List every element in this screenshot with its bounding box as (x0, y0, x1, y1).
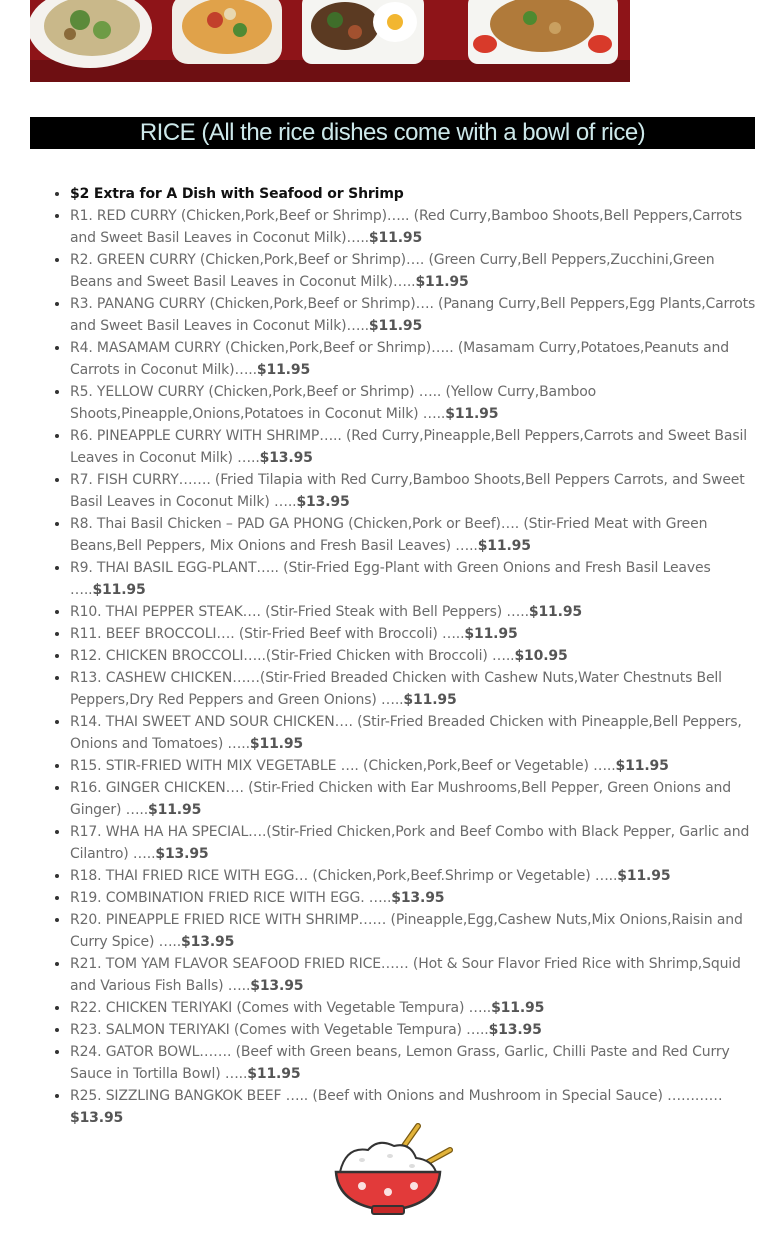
menu-item-price: $11.95 (464, 626, 518, 642)
menu-item-description: R19. COMBINATION FRIED RICE WITH EGG. ….. (70, 890, 392, 906)
menu-item (70, 667, 756, 711)
menu-item (70, 381, 756, 425)
menu-item-price: $13.95 (70, 1110, 124, 1126)
menu-item-description: R4. MASAMAM CURRY (Chicken,Pork,Beef or Shrimp)….. (Masamam Curry,Potatoes,Peanuts and Carrots in Coconut Milk)….. (70, 340, 729, 378)
menu-item-description: R22. CHICKEN TERIYAKI (Comes with Vegetable Tempura) ….. (70, 1000, 492, 1016)
menu-item-description: R12. CHICKEN BROCCOLI…..(Stir-Fried Chicken with Broccoli) ….. (70, 648, 515, 664)
menu-item (70, 1041, 756, 1085)
extra-charge-note: • $2 Extra for A Dish with Seafood or Shrimp (70, 183, 756, 205)
menu-item (70, 513, 756, 557)
rice-bowl-chopsticks-icon (332, 1120, 454, 1220)
menu-item-price: $11.95 (415, 274, 469, 290)
thai-dishes-photo-icon (30, 0, 630, 82)
menu-item-price: $10.95 (514, 648, 568, 664)
menu-item-description: R10. THAI PEPPER STEAK…. (Stir-Fried Steak with Bell Peppers) ….. (70, 604, 529, 620)
menu-item-price: $11.95 (256, 362, 311, 378)
menu-item (70, 205, 756, 249)
menu-item-description: R7. FISH CURRY……. (Fried Tilapia with Red Curry,Bamboo Shoots,Bell Peppers Carrots, and Sweet Basil Leaves in Coconut Milk) ….. (70, 472, 745, 510)
menu-item (70, 777, 756, 821)
menu-item-price: $11.95 (445, 406, 499, 422)
menu-item-price: $13.95 (296, 494, 350, 510)
menu-item-price: $11.95 (403, 692, 457, 708)
menu-item-description: R23. SALMON TERIYAKI (Comes with Vegetable Tempura) ….. (70, 1022, 489, 1038)
section-heading: RICE (All the rice dishes come with a bowl of rice) (30, 117, 755, 149)
menu-item (70, 645, 756, 667)
menu-item-price: $11.95 (368, 230, 423, 246)
menu-item-price: $13.95 (181, 934, 235, 950)
menu-item-description: R1. RED CURRY (Chicken,Pork,Beef or Shrimp)….. (Red Curry,Bamboo Shoots,Bell Peppers,Carrots and Sweet Basil Leaves in Coconut Milk)….. (70, 208, 743, 246)
menu-item-description: R9. THAI BASIL EGG-PLANT….. (Stir-Fried Egg-Plant with Green Onions and Fresh Basil Leaves ….. (70, 560, 711, 598)
menu-item (70, 249, 756, 293)
menu-item-price: $11.95 (528, 604, 582, 620)
menu-item-description: R20. PINEAPPLE FRIED RICE WITH SHRIMP…… (Pineapple,Egg,Cashew Nuts,Mix Onions,Raisin and Curry Spice) ….. (70, 912, 743, 950)
menu-item-description: R5. YELLOW CURRY (Chicken,Pork,Beef or Shrimp) ….. (Yellow Curry,Bamboo Shoots,Pineapple,Onions,Potatoes in Coconut Milk) ….. (70, 384, 597, 422)
menu-item (70, 337, 756, 381)
menu-item-description: R3. PANANG CURRY (Chicken,Pork,Beef or Shrimp)…. (Panang Curry,Bell Peppers,Egg Plants,Carrots and Sweet Basil Leaves in Coconut Milk)….. (70, 296, 756, 334)
menu-item (70, 1019, 756, 1041)
menu-item-description: R6. PINEAPPLE CURRY WITH SHRIMP….. (Red Curry,Pineapple,Bell Peppers,Carrots and Sweet Basil Leaves in Coconut Milk) ….. (70, 428, 747, 466)
menu-item-description: R18. THAI FRIED RICE WITH EGG… (Chicken,Pork,Beef.Shrimp or Vegetable) ….. (70, 868, 618, 884)
menu-item (70, 755, 756, 777)
menu-item-description: R16. GINGER CHICKEN…. (Stir-Fried Chicken with Ear Mushrooms,Bell Pepper, Green Onions and Ginger) ….. (70, 780, 731, 818)
menu-item-price: $11.95 (148, 802, 202, 818)
menu-item-price: $13.95 (155, 846, 209, 862)
menu-item-description: R8. Thai Basil Chicken – PAD GA PHONG (Chicken,Pork or Beef)…. (Stir-Fried Meat with Green Beans,Bell Peppers, Mix Onions and Fresh Basil Leaves) ….. (70, 516, 708, 554)
menu-item-description: R15. STIR-FRIED WITH MIX VEGETABLE …. (Chicken,Pork,Beef or Vegetable) ….. (70, 758, 616, 774)
menu-item (70, 887, 756, 909)
menu-item-description: R24. GATOR BOWL……. (Beef with Green beans, Lemon Grass, Garlic, Chilli Paste and Red Curry Sauce in Tortilla Bowl) ….. (70, 1044, 730, 1082)
menu-item-description: R2. GREEN CURRY (Chicken,Pork,Beef or Shrimp)…. (Green Curry,Bell Peppers,Zucchini,Green Beans and Sweet Basil Leaves in Coconut Milk)….. (70, 252, 715, 290)
menu-item (70, 469, 756, 513)
menu-item (70, 997, 756, 1019)
menu-item (70, 425, 756, 469)
menu-item-description: R25. SIZZLING BANGKOK BEEF ….. (Beef with Onions and Mushroom in Special Sauce) ………… (70, 1088, 723, 1104)
menu-item-price: $11.95 (477, 538, 531, 554)
menu-item-description: R14. THAI SWEET AND SOUR CHICKEN…. (Stir-Fried Breaded Chicken with Pineapple,Bell Peppers, Onions and Tomatoes) ….. (70, 714, 742, 752)
menu-item-price: $11.95 (615, 758, 669, 774)
menu-item-price: $13.95 (391, 890, 445, 906)
menu-item-price: $13.95 (250, 978, 304, 994)
menu-item-price: $11.95 (92, 582, 146, 598)
menu-item-description: R11. BEEF BROCCOLI…. (Stir-Fried Beef with Broccoli) ….. (70, 626, 465, 642)
menu-item-price: $11.95 (368, 318, 423, 334)
menu-item-price: $13.95 (488, 1022, 542, 1038)
dishes-banner-image (30, 0, 630, 82)
menu-item (70, 821, 756, 865)
menu-item (70, 601, 756, 623)
menu-item (70, 711, 756, 755)
menu-item (70, 909, 756, 953)
menu-item (70, 623, 756, 645)
menu-list (30, 183, 756, 1129)
menu-item (70, 557, 756, 601)
menu-item-price: $11.95 (617, 868, 671, 884)
menu-item-price: $11.95 (249, 736, 304, 752)
menu-item (70, 293, 756, 337)
menu-item-price: $11.95 (491, 1000, 545, 1016)
menu-item-price: $13.95 (259, 450, 313, 466)
menu-item (70, 953, 756, 997)
menu-item-description: R21. TOM YAM FLAVOR SEAFOOD FRIED RICE…… (Hot & Sour Flavor Fried Rice with Shrimp,Squid and Various Fish Balls) ….. (70, 956, 741, 994)
menu-item-description: R13. CASHEW CHICKEN……(Stir-Fried Breaded Chicken with Cashew Nuts,Water Chestnuts Bell Peppers,Dry Red Peppers and Green Onions) ….. (70, 670, 722, 708)
menu-item-price: $11.95 (247, 1066, 301, 1082)
menu-item (70, 865, 756, 887)
menu-item-description: R17. WHA HA HA SPECIAL….(Stir-Fried Chicken,Pork and Beef Combo with Black Pepper, Garlic and Cilantro) ….. (70, 824, 750, 862)
